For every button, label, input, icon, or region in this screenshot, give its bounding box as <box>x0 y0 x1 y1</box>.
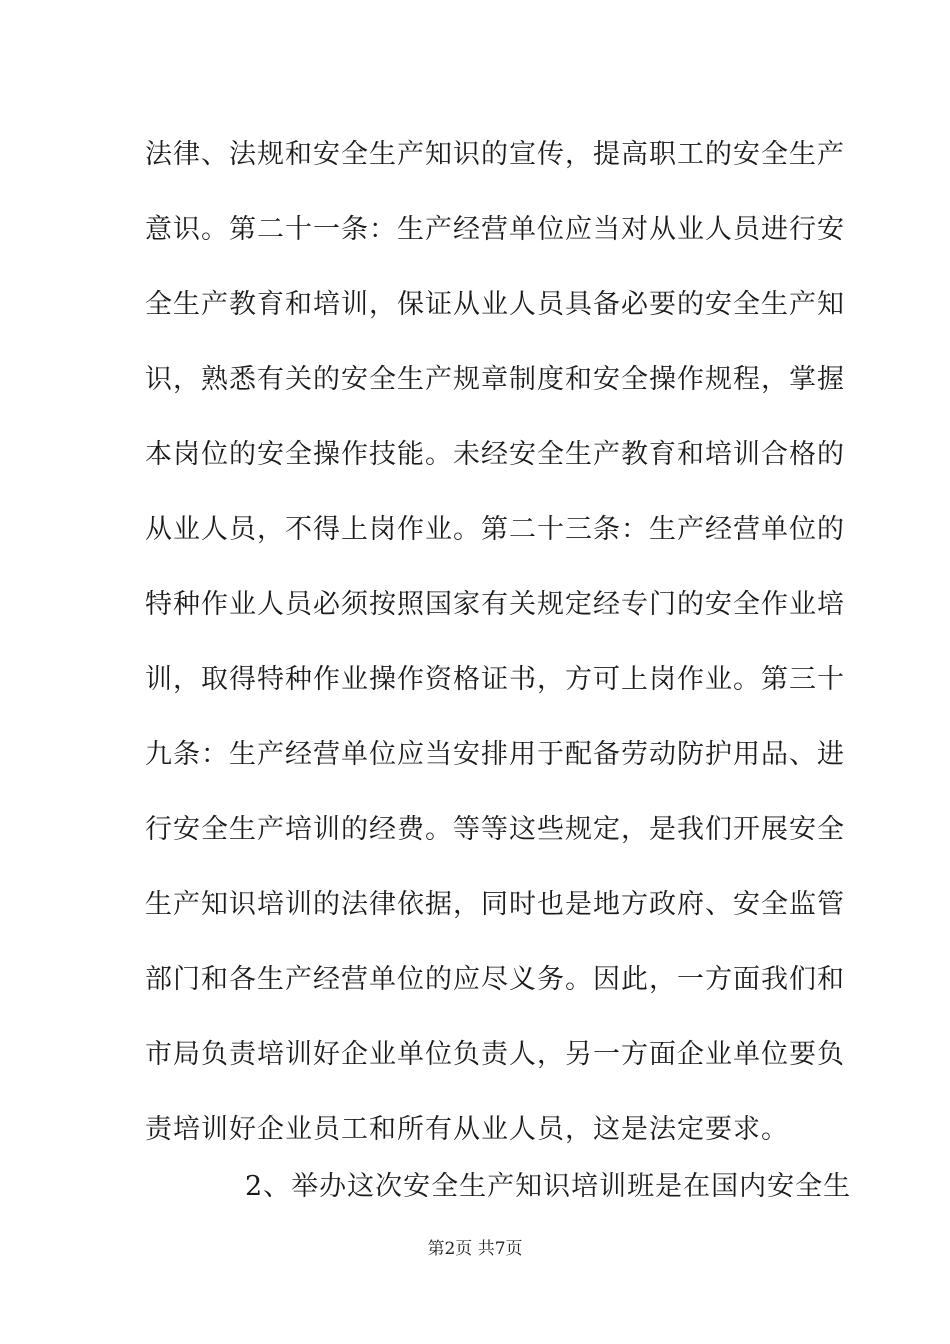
text-line: 本岗位的安全操作技能。未经安全生产教育和培训合格的 <box>145 439 845 470</box>
text-line: 法律、法规和安全生产知识的宣传，提高职工的安全生产 <box>145 139 845 170</box>
text-line: 特种作业人员必须按照国家有关规定经专门的安全作业培 <box>145 589 845 620</box>
text-line: 意识。第二十一条：生产经营单位应当对从业人员进行安 <box>145 214 845 245</box>
text-line: 九条：生产经营单位应当安排用于配备劳动防护用品、进 <box>145 739 845 770</box>
text-line: 识，熟悉有关的安全生产规章制度和安全操作规程，掌握 <box>145 364 845 395</box>
text-line: 部门和各生产经营单位的应尽义务。因此，一方面我们和 <box>145 964 845 995</box>
text-line: 市局负责培训好企业单位负责人，另一方面企业单位要负 <box>145 1039 845 1070</box>
paragraph-start-line: 2、举办这次安全生产知识培训班是在国内安全生 <box>245 1171 852 1202</box>
text-line: 责培训好企业员工和所有从业人员，这是法定要求。 <box>145 1114 789 1145</box>
text-line: 生产知识培训的法律依据，同时也是地方政府、安全监管 <box>145 889 845 920</box>
text-line: 行安全生产培训的经费。等等这些规定，是我们开展安全 <box>145 814 845 845</box>
text-line: 全生产教育和培训，保证从业人员具备必要的安全生产知 <box>145 289 845 320</box>
page-number: 第2页 共7页 <box>427 1239 523 1259</box>
text-line: 从业人员，不得上岗作业。第二十三条：生产经营单位的 <box>145 514 845 545</box>
text-line: 训，取得特种作业操作资格证书，方可上岗作业。第三十 <box>145 664 845 695</box>
